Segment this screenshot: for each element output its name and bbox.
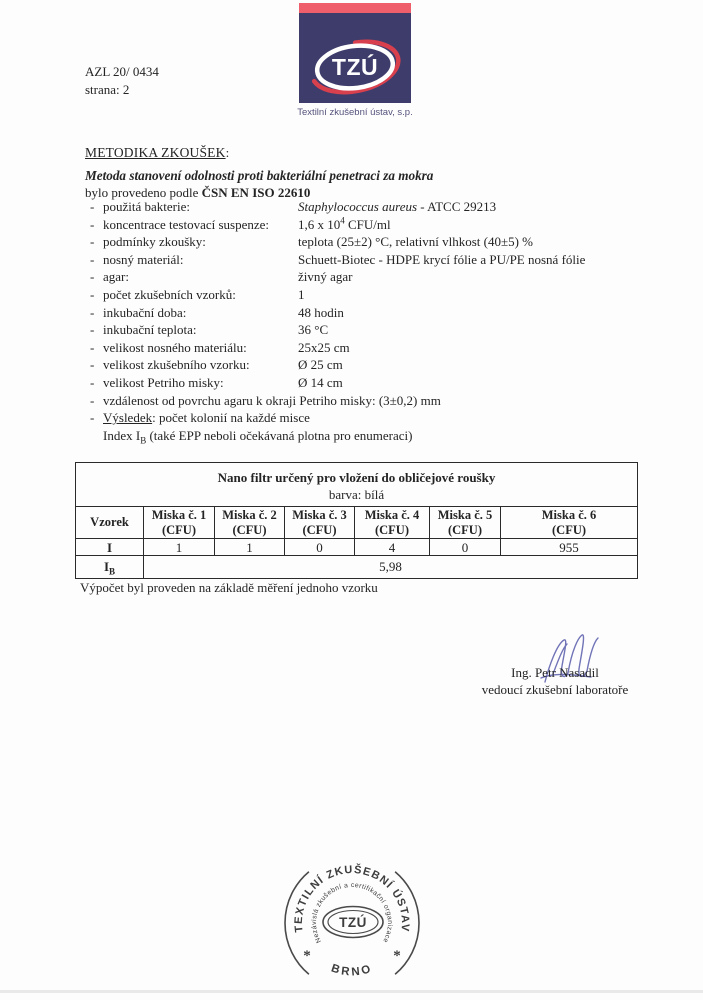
index-description: (také EPP neboli očekávaná plotna pro enumeraci) — [146, 427, 413, 443]
dash-bullet: - — [90, 216, 95, 232]
table-subtitle: barva: bílá — [328, 487, 385, 502]
column-header-sample: Vzorek — [76, 507, 144, 539]
list-item — [85, 216, 640, 234]
table-title: Nano filtr určený pro vložení do obličejové roušky — [217, 470, 496, 485]
param-value: 48 hodin — [298, 304, 344, 320]
param-value: 25x25 cm — [298, 339, 350, 355]
cfu-value: 955 — [501, 539, 638, 556]
list-item-distance — [85, 392, 640, 410]
calculation-note: Výpočet byl proveden na základě měření jednoho vzorku — [80, 580, 378, 595]
result-label: Výsledek — [103, 410, 153, 426]
result-text: : počet kolonií na každé misce — [152, 410, 310, 426]
tzu-oval-swoosh-icon — [299, 13, 411, 103]
section-heading — [85, 144, 433, 161]
method-title: Metoda stanovení odolnosti proti bakteriální penetraci za mokra — [85, 168, 434, 183]
cfu-value: 4 — [355, 539, 430, 556]
bacteria-species: Staphylococcus aureus — [298, 199, 418, 214]
param-label: použitá bakterie: — [103, 199, 190, 214]
list-item — [85, 339, 640, 357]
dash-bullet: - — [90, 392, 95, 408]
cfu-value: 1 — [144, 539, 215, 556]
distance-text: vzdálenost od povrchu agaru k okraji Petriho misky: (3±0,2) mm — [103, 392, 441, 408]
param-label: nosný materiál: — [103, 251, 184, 267]
column-header: Miska č. 6 (CFU) — [501, 507, 638, 539]
list-item-result — [85, 409, 640, 427]
index-line — [85, 427, 412, 445]
cfu-value: 0 — [430, 539, 501, 556]
concentration-exponent: 4 — [340, 215, 345, 226]
param-value: teplota (25±2) °C, relativní vlhkost (40±5) % — [298, 234, 534, 250]
doc-page-number: strana: 2 — [85, 81, 130, 97]
dash-bullet: - — [90, 304, 95, 320]
scan-artifact-line — [0, 990, 703, 993]
cfu-value: 1 — [215, 539, 285, 556]
list-item — [85, 251, 640, 269]
param-label: podmínky zkoušky: — [103, 234, 206, 250]
dash-bullet: - — [90, 234, 95, 250]
test-parameters-list — [85, 198, 640, 444]
tzu-round-stamp — [267, 848, 437, 998]
stamp-outer-text: TEXTILNÍ ZKUŠEBNÍ ÚSTAV — [292, 863, 412, 933]
results-table — [75, 462, 638, 579]
ib-label: $I_B$ — [76, 556, 144, 579]
logo-acronym: TZÚ — [331, 54, 379, 80]
svg-text:BRNO — [330, 962, 375, 978]
param-value: 36 °C — [298, 322, 329, 338]
sample-id: I — [76, 539, 144, 556]
param-value: Ø 14 cm — [298, 374, 343, 390]
dash-bullet: - — [90, 357, 95, 373]
column-header: Miska č. 1 (CFU) — [144, 507, 215, 539]
stamp-city-text: BRNO — [329, 962, 375, 979]
param-label: koncentrace testovací suspenze: — [103, 216, 270, 232]
stamp-star-left: * — [303, 948, 311, 964]
list-item — [85, 286, 640, 304]
param-value — [298, 216, 640, 234]
list-item — [85, 233, 640, 251]
param-label: velikost zkušebního vzorku: — [103, 357, 250, 373]
param-value — [298, 198, 640, 216]
signatory-name: Ing. Petr Nasadil — [511, 665, 599, 680]
dash-bullet: - — [90, 251, 95, 267]
tzu-logo — [299, 3, 411, 103]
stamp-inner-text: Nezávislá zkušební a certifikační organizace — [310, 881, 394, 944]
column-header: Miska č. 2 (CFU) — [215, 507, 285, 539]
dash-bullet: - — [90, 286, 95, 302]
param-value: Schuett-Biotec - HDPE krycí fólie a PU/PE nosná fólie — [298, 251, 586, 267]
index-symbol: Index I — [103, 427, 141, 443]
dash-bullet: - — [90, 339, 95, 355]
list-item-index — [85, 427, 640, 445]
cfu-value: 0 — [285, 539, 355, 556]
param-value: Ø 25 cm — [298, 357, 343, 373]
svg-text:Nezávislá zkušební a certifika — [311, 882, 393, 944]
param-label: agar: — [103, 269, 129, 285]
result-line — [103, 409, 310, 427]
table-ib-row — [76, 556, 638, 579]
list-item — [85, 304, 640, 322]
list-item — [85, 374, 640, 392]
section-heading-text: METODIKA ZKOUŠEK — [85, 145, 226, 160]
param-value: 1 — [298, 286, 305, 302]
signatory-block — [470, 665, 640, 698]
table-title-cell — [76, 463, 638, 507]
doc-reference-number: AZL 20/ 0434 — [85, 64, 159, 79]
param-value: živný agar — [298, 269, 353, 285]
logo-red-stripe — [299, 3, 411, 13]
table-title-row — [76, 463, 638, 507]
doc-reference-block — [85, 63, 159, 98]
list-item — [85, 321, 640, 339]
column-header: Miska č. 5 (CFU) — [430, 507, 501, 539]
stamp-acronym: TZÚ — [339, 915, 367, 930]
list-item — [85, 268, 640, 286]
dash-bullet: - — [90, 199, 95, 214]
index-subscript: B — [140, 435, 147, 446]
column-header: Miska č. 4 (CFU) — [355, 507, 430, 539]
stamp-star-right: * — [393, 948, 401, 964]
bacteria-strain: - ATCC 29213 — [417, 199, 497, 214]
param-label: velikost nosného materiálu: — [103, 339, 247, 355]
section-heading-colon: : — [225, 145, 230, 160]
column-header: Miska č. 3 (CFU) — [285, 507, 355, 539]
performed-text: bylo provedeno podle — [85, 185, 202, 200]
param-label: inkubační doba: — [103, 304, 187, 320]
param-label: velikost Petriho misky: — [103, 374, 224, 390]
concentration-unit: CFU/ml — [344, 216, 391, 232]
list-item — [85, 198, 640, 216]
param-label: inkubační teplota: — [103, 322, 197, 338]
table-row — [76, 539, 638, 556]
signatory-role: vedoucí zkušební laboratoře — [481, 681, 629, 697]
concentration-base: 1,6 x 10 — [298, 216, 341, 232]
logo-caption: Textilní zkušební ústav, s.p. — [297, 107, 413, 118]
dash-bullet: - — [90, 374, 95, 390]
list-item — [85, 356, 640, 374]
ib-value: 5,98 — [144, 556, 638, 579]
table-header-row — [76, 507, 638, 539]
dash-bullet: - — [90, 269, 95, 285]
param-label: počet zkušebních vzorků: — [103, 286, 236, 302]
method-section-header — [85, 144, 433, 201]
dash-bullet: - — [90, 410, 95, 426]
standard-code: ČSN EN ISO 22610 — [201, 185, 311, 200]
dash-bullet: - — [90, 322, 95, 338]
logo-navy-box — [299, 13, 411, 103]
